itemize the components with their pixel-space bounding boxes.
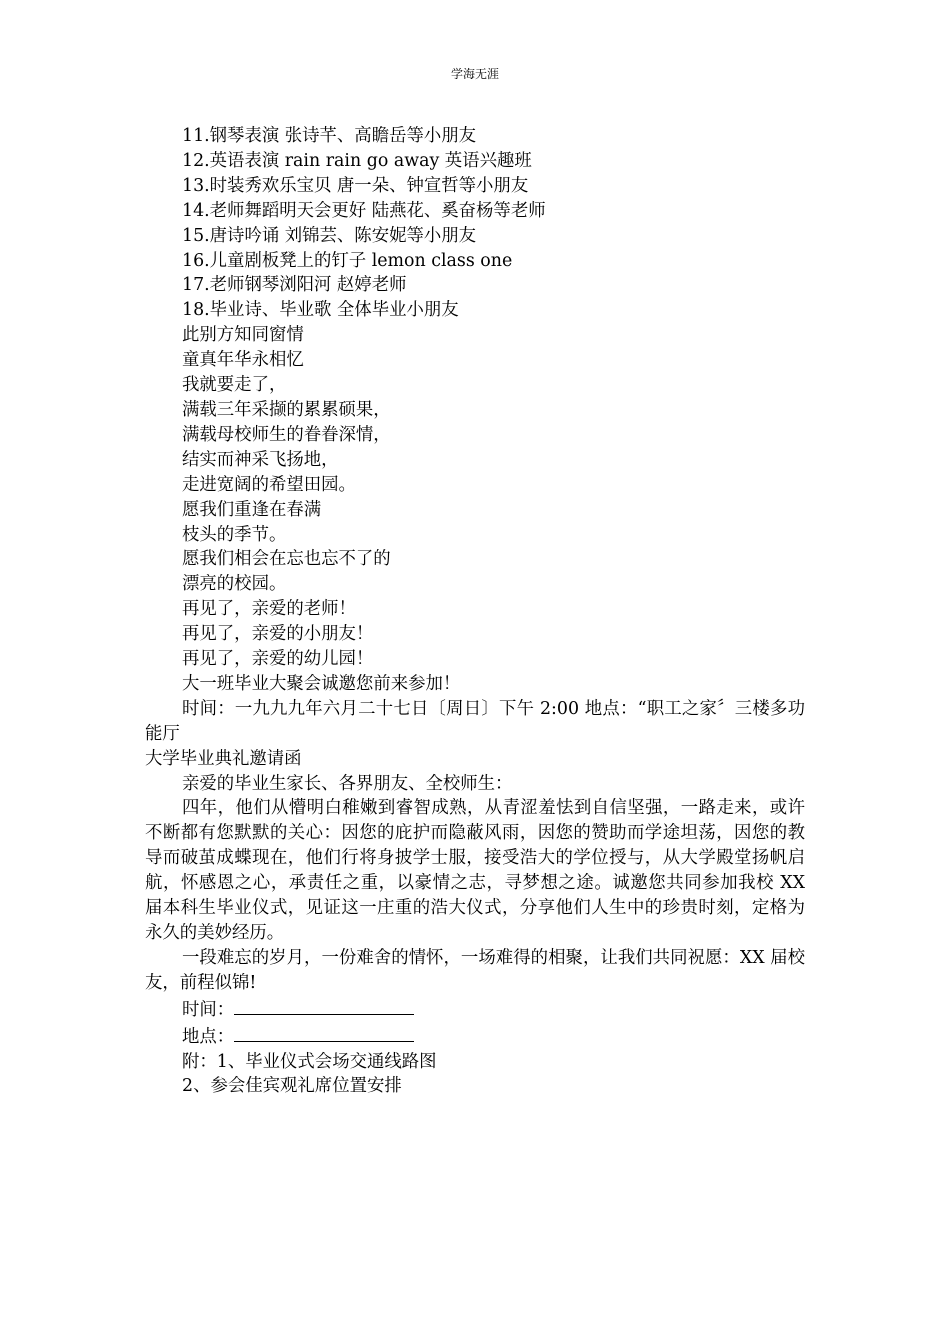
invitation-paragraph: 四年，他们从懵明白稚嫩到睿智成熟，从青涩羞怯到自信坚强，一路走来，或许不断都有您默默的关心：因您的庇护而隐蔽风雨，因您的赞助而学途坦荡，因您的教导而破茧成蝶现在，他们行将身披学士服，接受浩大的学位授与，从大学殿堂扬帆启航，怀感恩之心，承责任之重，以豪情之志，寻梦想之途。诚邀您共同参加我校 XX 届本科生毕业仪式，见证这一庄重的浩大仪式，分享他们人生中的珍贵时刻，定格为永久的美妙经历。 [145, 798, 805, 943]
poem-line: 童真年华永相忆 [182, 350, 304, 371]
poem-line: 结实而神采飞扬地， [182, 449, 339, 470]
document-body [145, 124, 805, 1099]
place-blank-line [234, 1023, 414, 1042]
poem-line: 再见了，亲爱的幼儿园！ [182, 649, 374, 670]
invitation-salutation: 亲爱的毕业生家长、各界朋友、全校师生： [182, 773, 513, 794]
time-blank-line [234, 996, 414, 1015]
poem-line: 走进宽阔的希望田园。 [182, 474, 356, 495]
invitation-title: 大学毕业典礼邀请函 [145, 748, 302, 769]
program-item: 11.钢琴表演 张诗芊、高瞻岳等小朋友 [182, 126, 477, 146]
program-item: 17.老师钢琴浏阳河 赵婷老师 [182, 275, 407, 296]
poem-line: 满载三年采撷的累累硕果， [182, 399, 391, 420]
poem-line: 满载母校师生的眷眷深情， [182, 424, 391, 445]
poem-line: 枝头的季节。 [182, 524, 287, 545]
farewell-poem [145, 323, 805, 697]
program-item: 14.老师舞蹈明天会更好 陆燕花、奚奋杨等老师 [182, 200, 546, 221]
place-field-row [145, 1023, 805, 1050]
poem-line: 再见了，亲爱的老师！ [182, 599, 356, 620]
poem-line: 我就要走了， [182, 375, 287, 396]
program-item: 13.时装秀欢乐宝贝 唐一朵、钟宣哲等小朋友 [182, 175, 529, 196]
poem-line: 大一班毕业大聚会诚邀您前来参加！ [182, 673, 461, 694]
invitation-blessing: 一段难忘的岁月，一份难舍的情怀，一场难得的相聚，让我们共同祝愿：XX 届校友，前程似锦! [145, 947, 805, 993]
poem-line: 再见了，亲爱的小朋友！ [182, 624, 374, 645]
poem-line: 愿我们重逢在春满 [182, 499, 322, 520]
place-label: 地点： [182, 1026, 235, 1047]
poem-line: 愿我们相会在忘也忘不了的 [182, 549, 391, 570]
event-time-place: 时间：一九九九年六月二十七日〔周日〕下午 2:00 地点：“职工之家〞三楼多功能厅 [145, 698, 805, 744]
time-label: 时间： [182, 999, 235, 1020]
program-item: 12.英语表演 rain rain go away 英语兴趣班 [182, 150, 532, 171]
attachment-item: 附：1、毕业仪式会场交通线路图 [182, 1051, 437, 1072]
program-item: 18.毕业诗、毕业歌 全体毕业小朋友 [182, 300, 459, 321]
program-item: 16.儿童剧板凳上的钉子 lemon class one [182, 250, 513, 271]
program-list [145, 124, 805, 323]
poem-line: 此别方知同窗情 [182, 325, 304, 346]
program-item: 15.唐诗吟诵 刘锦芸、陈安妮等小朋友 [182, 225, 477, 246]
page-header: 学海无涯 [450, 67, 499, 81]
attachment-item: 2、参会佳宾观礼席位置安排 [182, 1076, 402, 1097]
time-field-row [145, 996, 805, 1023]
poem-line: 漂亮的校园。 [182, 574, 287, 595]
